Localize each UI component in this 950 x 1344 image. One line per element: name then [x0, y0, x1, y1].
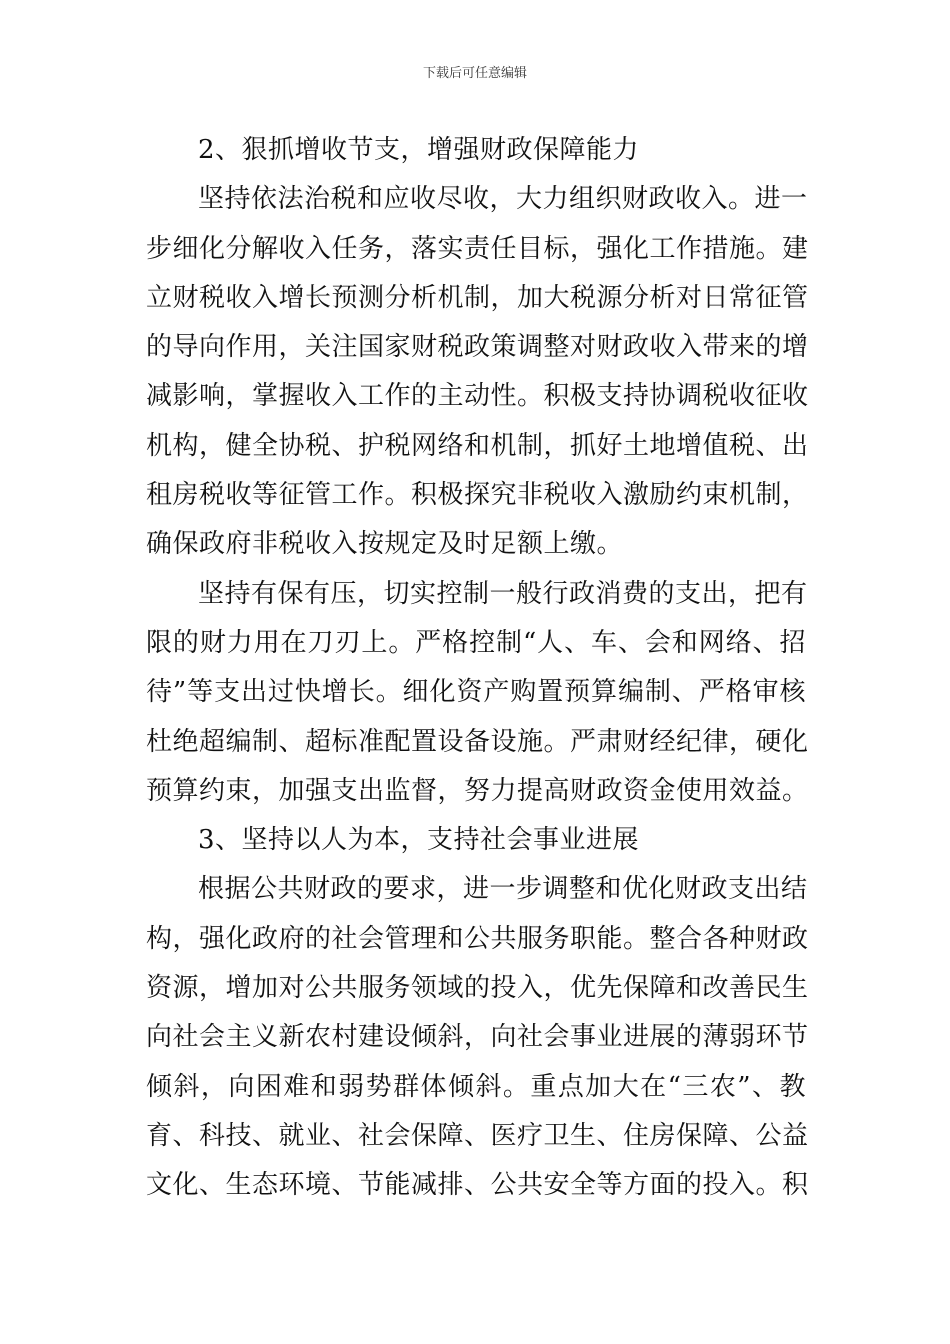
section-heading: 3、坚持以人为本，支持社会事业进展	[198, 825, 640, 856]
paragraph-line: 预算约束，加强支出监督，努力提高财政资金使用效益。	[146, 775, 809, 806]
paragraph-line: 立财税收入增长预测分析机制，加大税源分析对日常征管	[146, 282, 809, 313]
paragraph-line: 坚持有保有压，切实控制一般行政消费的支出，把有	[198, 578, 808, 609]
paragraph-line: 资源，增加对公共服务领域的投入，优先保障和改善民生	[146, 973, 809, 1004]
section-heading: 2、狠抓增收节支，增强财政保障能力	[198, 135, 640, 165]
paragraph-line: 的导向作用，关注国家财税政策调整对财政收入带来的增	[146, 332, 809, 363]
paragraph-line: 根据公共财政的要求，进一步调整和优化财政支出结	[198, 874, 808, 905]
paragraph-line: 限的财力用在刀刃上。严格控制“人、车、会和网络、招	[146, 627, 806, 658]
paragraph-line: 文化、生态环境、节能减排、公共安全等方面的投入。积	[146, 1170, 809, 1201]
paragraph-line: 杜绝超编制、超标准配置设备设施。严肃财经纪律，硬化	[146, 726, 809, 757]
page-header-note: 下载后可任意编辑	[422, 66, 527, 81]
paragraph-line: 倾斜，向困难和弱势群体倾斜。重点加大在“三农”、教	[146, 1071, 806, 1102]
paragraph-line: 向社会主义新农村建设倾斜，向社会事业进展的薄弱环节	[146, 1022, 809, 1053]
paragraph-line: 机构，健全协税、护税网络和机制，抓好土地增值税、出	[146, 430, 809, 461]
paragraph-line: 租房税收等征管工作。积极探究非税收入激励约束机制，	[146, 480, 809, 511]
paragraph-line: 构，强化政府的社会管理和公共服务职能。整合各种财政	[146, 923, 809, 954]
document-body	[146, 126, 809, 1211]
paragraph-line: 待”等支出过快增长。细化资产购置预算编制、严格审核	[146, 677, 806, 708]
paragraph-line: 减影响，掌握收入工作的主动性。积极支持协调税收征收	[146, 381, 809, 412]
paragraph-line: 育、科技、就业、社会保障、医疗卫生、住房保障、公益	[146, 1120, 809, 1151]
paragraph-line: 确保政府非税收入按规定及时足额上缴。	[146, 529, 624, 560]
paragraph-line: 步细化分解收入任务，落实责任目标，强化工作措施。建	[146, 233, 809, 264]
paragraph-line: 坚持依法治税和应收尽收，大力组织财政收入。进一	[198, 184, 808, 215]
